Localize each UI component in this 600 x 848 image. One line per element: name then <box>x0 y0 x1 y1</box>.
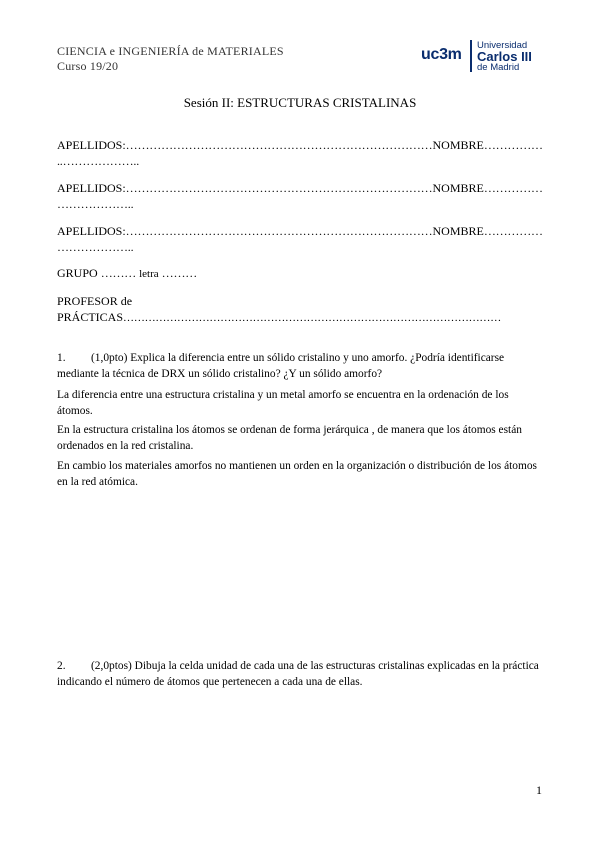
surname-field[interactable]: …………………………………………………………………… <box>125 181 433 195</box>
question-2 <box>57 658 541 690</box>
question-1 <box>57 350 541 382</box>
logo-uc3m: uc3m <box>421 46 462 63</box>
question-text: (1,0pto) Explica la diferencia entre un sólido cristalino y uno amorfo. ¿Podría identificarse mediante la técnica de DRX un sólido cristalino? ¿Y un sólido amorfo? <box>57 352 505 380</box>
answer-paragraph-1: La diferencia entre una estructura cristalina y un metal amorfo se encuentra en la ordenación de los átomos. <box>57 389 509 417</box>
question-number: 2. <box>57 660 66 672</box>
answer-paragraph-2: En la estructura cristalina los átomos se ordenan de forma jerárquica , de manera que los átomos están ordenados en la red cristalina. <box>57 424 522 452</box>
name-label: NOMBRE <box>432 181 484 195</box>
name-label: NOMBRE <box>432 138 484 152</box>
name-field[interactable]: …………… <box>483 138 543 152</box>
question-number: 1. <box>57 352 66 364</box>
surname-row-3 <box>57 224 543 239</box>
university-logo <box>421 40 541 74</box>
name-field-continued[interactable]: ……………….. <box>57 240 134 254</box>
logo-line-1: Universidad <box>477 40 528 51</box>
name-field[interactable]: …………… <box>483 181 543 195</box>
logo-line-2: Carlos III <box>477 49 532 64</box>
logo-divider <box>470 40 472 72</box>
name-field-continued[interactable]: ..……………….. <box>57 154 140 168</box>
name-label: NOMBRE <box>432 224 484 238</box>
name-field[interactable]: …………… <box>483 224 543 238</box>
professor-label: PRÁCTICAS <box>57 310 124 324</box>
answer-paragraph-3: En cambio los materiales amorfos no mantienen un orden en la organización o distribución de los átomos en la red atómica. <box>57 460 537 488</box>
group-field[interactable]: ……… <box>100 266 137 280</box>
page-title: Sesión II: ESTRUCTURAS CRISTALINAS <box>183 95 417 110</box>
question-text: (2,0ptos) Dibuja la celda unidad de cada una de las estructuras cristalinas explicadas en la práctica indicando el número de átomos que pertenecen a cada una de ellas. <box>57 660 539 688</box>
professor-label-line-1: PROFESOR de <box>57 294 133 308</box>
page-number: 1 <box>536 783 542 797</box>
letter-field[interactable]: ……… <box>161 266 198 280</box>
group-row <box>57 266 197 281</box>
course-year: Curso 19/20 <box>57 59 119 73</box>
name-field-continued[interactable]: ……………….. <box>57 197 134 211</box>
surname-field[interactable]: …………………………………………………………………… <box>125 138 433 152</box>
course-title: CIENCIA e INGENIERÍA de MATERIALES <box>57 44 284 58</box>
surname-label: APELLIDOS: <box>57 181 126 195</box>
surname-label: APELLIDOS: <box>57 224 126 238</box>
surname-label: APELLIDOS: <box>57 138 126 152</box>
surname-field[interactable]: …………………………………………………………………… <box>125 224 433 238</box>
surname-row-1 <box>57 138 543 153</box>
logo-line-3: de Madrid <box>477 62 520 73</box>
professor-field[interactable]: …………………………………………………………………………………………… <box>123 312 502 324</box>
group-label: GRUPO <box>57 266 98 280</box>
letter-label: letra <box>139 268 159 280</box>
surname-row-2 <box>57 181 543 196</box>
professor-row <box>57 310 501 325</box>
